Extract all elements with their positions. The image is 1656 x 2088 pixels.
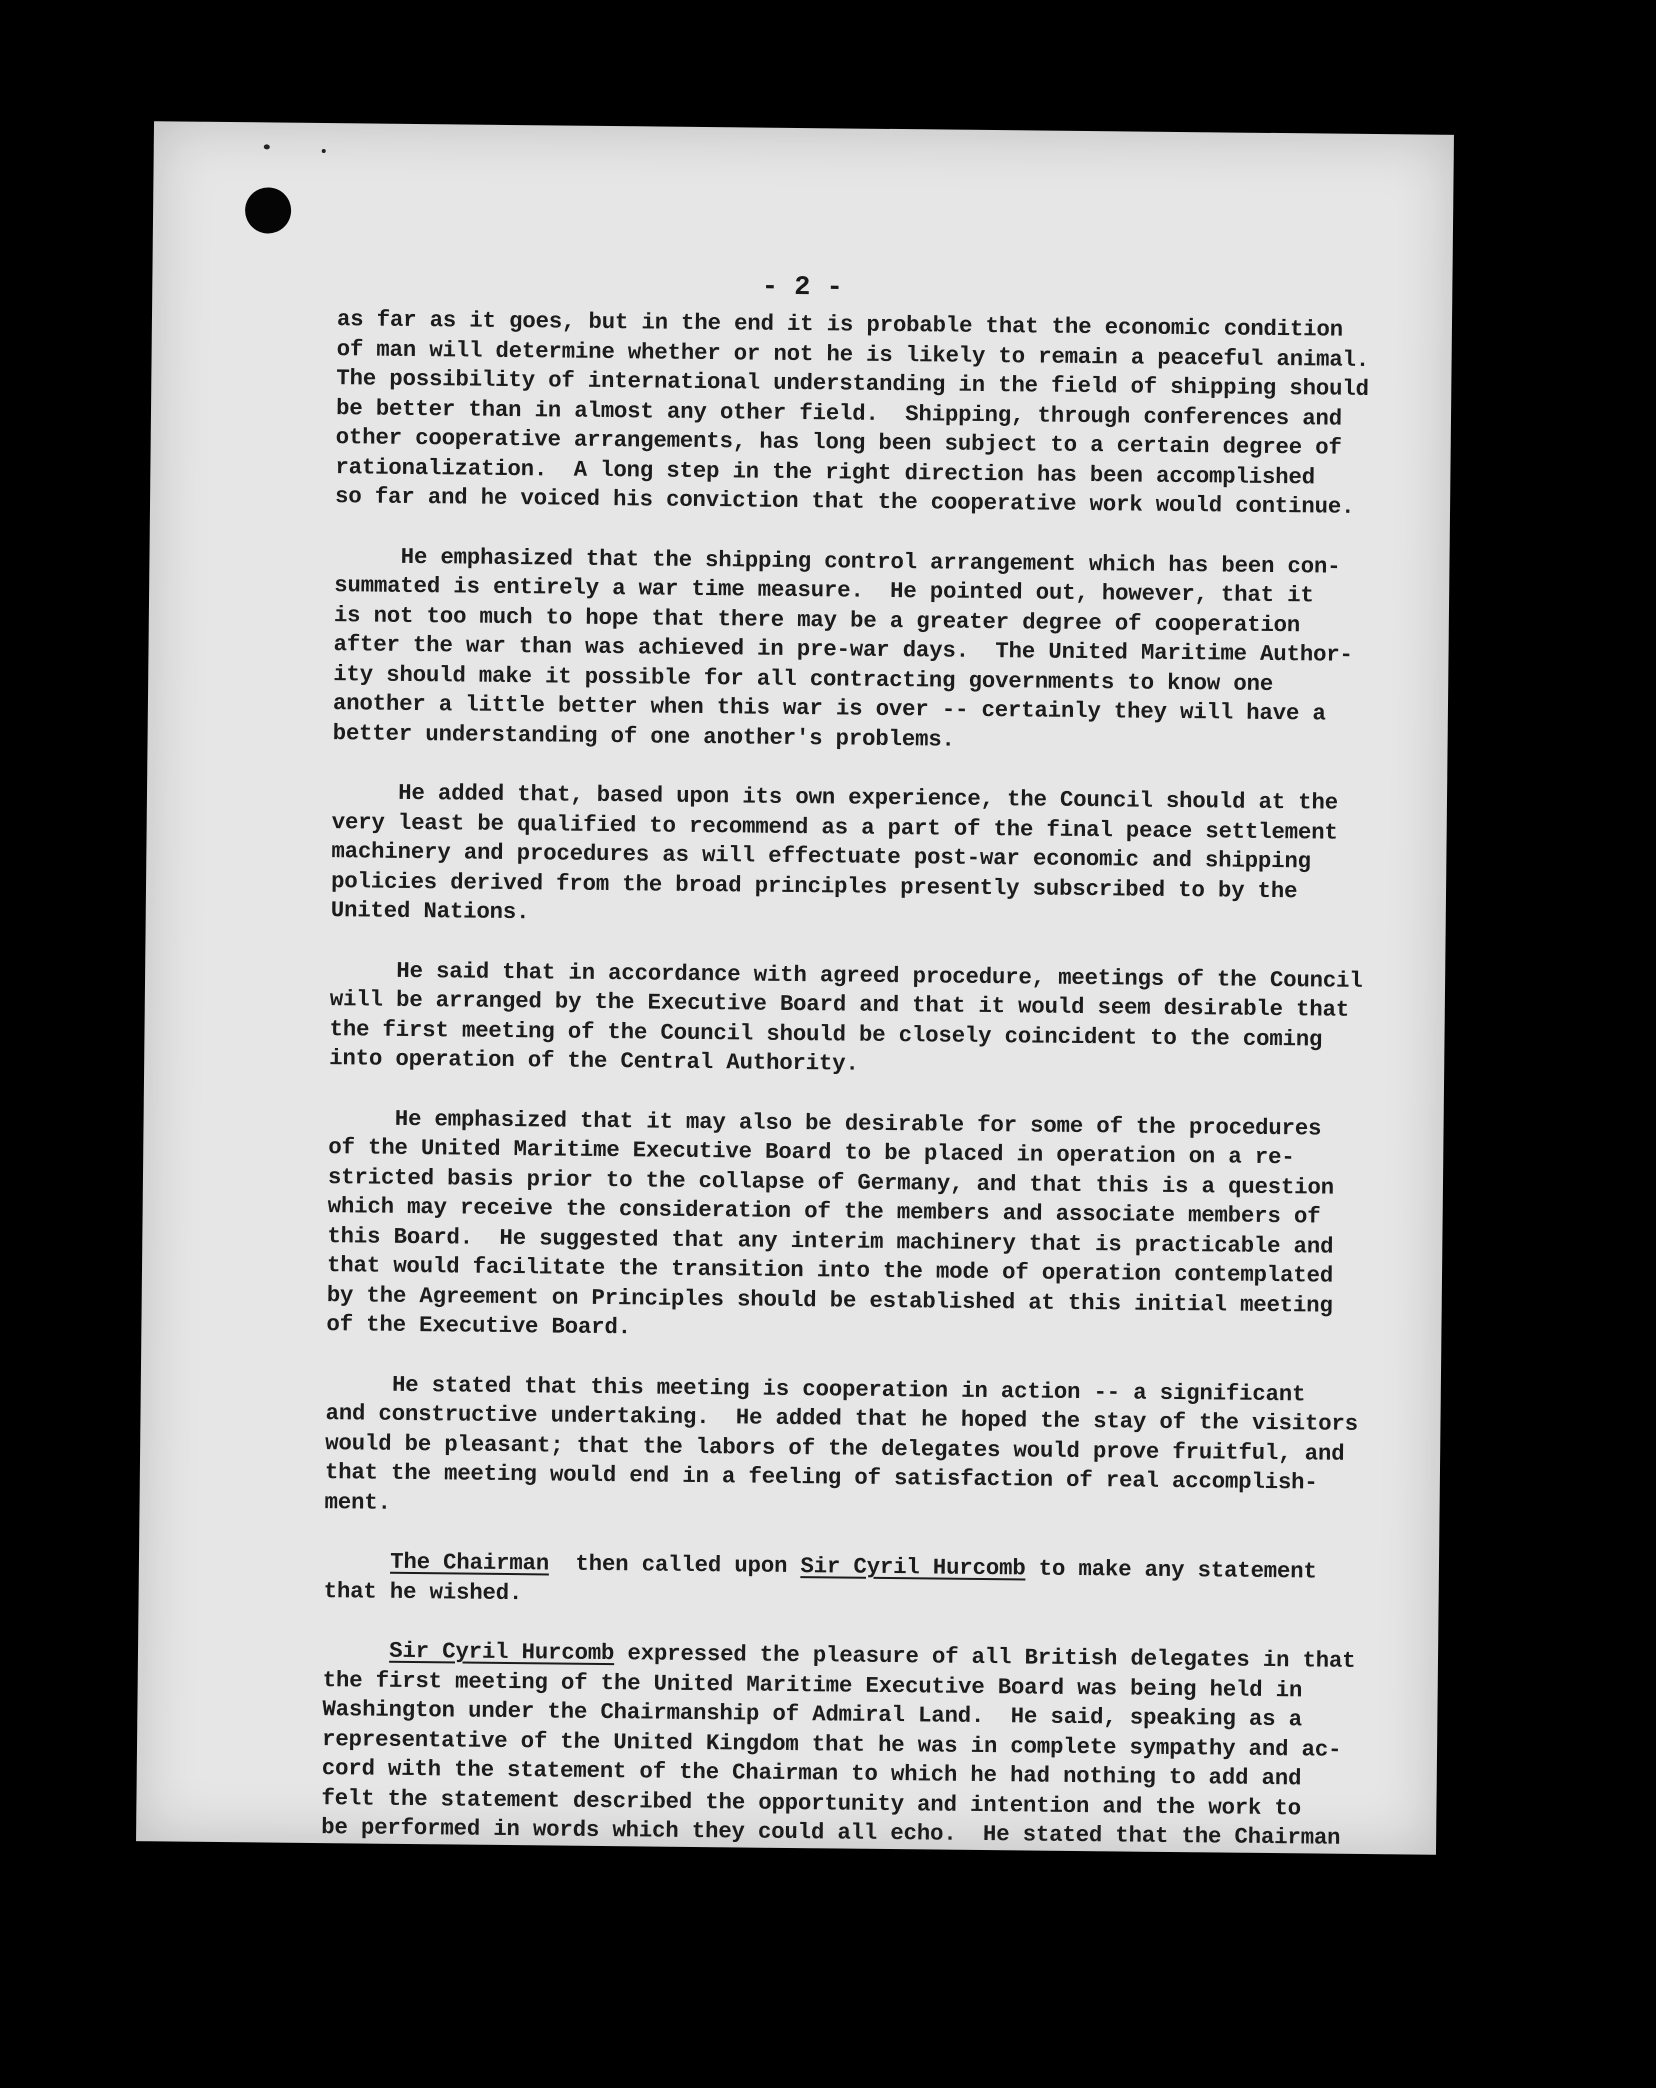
- text-line: better understanding of one another's problems.: [332, 719, 955, 753]
- text-line: stricted basis prior to the collapse of Germany, and that this is a question: [327, 1163, 1335, 1201]
- paragraph-4: [329, 956, 1415, 1085]
- text-line: by the Agreement on Principles should be established at this initial meeting: [326, 1281, 1333, 1319]
- paragraph-5: [326, 1104, 1413, 1351]
- document-body: [321, 305, 1422, 1884]
- text-segment: to make any statement: [1025, 1555, 1317, 1585]
- text-line: another a little better when this war is over -- certainly they will have a: [332, 690, 1326, 727]
- text-line: representative of the United Kingdom that he was in complete sympathy and ac-: [321, 1725, 1342, 1763]
- text-line: felt the statement described the opportunity and intention and the work to: [321, 1784, 1302, 1821]
- paragraph-2: [332, 542, 1419, 760]
- text-line: the first meeting of the United Maritime Executive Board was being held in: [322, 1666, 1303, 1703]
- text-line: of the United Maritime Executive Board to be placed in operation on a re-: [328, 1134, 1295, 1171]
- text-line: policies derived from the broad principles presently subscribed to by the: [330, 867, 1298, 904]
- text-line: that would facilitate the transition into the mode of operation contemplated: [326, 1252, 1334, 1289]
- text-line: as far as it goes, but in the end it is probable that the economic condition: [336, 306, 1344, 343]
- text-line: cord with the statement of the Chairman to which he had nothing to add and: [321, 1755, 1302, 1792]
- text-line: He emphasized that it may also be desirable for some of the procedures: [328, 1104, 1322, 1142]
- text-segment: then called upon: [548, 1550, 801, 1580]
- paragraph-3: [331, 778, 1417, 937]
- paragraph-1: [335, 305, 1422, 523]
- text-line: of the Executive Board.: [326, 1311, 632, 1341]
- text-line: He said that in accordance with agreed procedure, meetings of the Council: [330, 956, 1363, 994]
- text-line: would be pleasant; that the labors of the delegates would prove fruitful, and: [325, 1429, 1345, 1467]
- text-line: will be arranged by the Executive Board and that it would seem desirable that: [329, 986, 1350, 1023]
- speaker-name-hurcomb: Sir Cyril Hurcomb: [800, 1553, 1026, 1582]
- text-line: ity should make it possible for all contracting governments to know one: [333, 660, 1274, 697]
- text-line: The possibility of international understanding in the field of shipping should: [336, 365, 1369, 402]
- text-line: summated is entirely a war time measure. He pointed out, however, that it: [334, 572, 1314, 609]
- text-line: of man will determine whether or not he is likely to remain a peaceful animal.: [336, 335, 1370, 373]
- page-number: - 2 -: [761, 272, 843, 304]
- text-line: that the meeting would end in a feeling of satisfaction of real accomplish-: [324, 1459, 1318, 1496]
- text-line: Washington under the Chairmanship of Admiral Land. He said, speaking as a: [322, 1696, 1303, 1733]
- text-line: ment.: [324, 1488, 391, 1516]
- text-line: which may receive the consideration of the members and associate members of: [327, 1193, 1321, 1230]
- text-line: that he wished.: [323, 1577, 523, 1606]
- text-line: into operation of the Central Authority.: [329, 1045, 859, 1077]
- text-line: be performed in words which they could all echo. He stated that the Chairman: [321, 1814, 1341, 1851]
- text-line: be better than in almost any other field. Shipping, through conferences and: [335, 394, 1343, 432]
- punch-hole: [245, 187, 291, 233]
- text-line: so far and he voiced his conviction that the cooperative work would continue.: [334, 483, 1355, 520]
- speck: [322, 149, 326, 153]
- text-line: the first meeting of the Council should be closely coincident to the coming: [329, 1015, 1323, 1053]
- text-line: He added that, based upon its own experience, the Council should at the: [331, 779, 1339, 816]
- text-line: this Board. He suggested that any interim machinery that is practicable and: [327, 1222, 1334, 1260]
- text-line: machinery and procedures as will effectuate post-war economic and shipping: [331, 838, 1312, 875]
- indent: [324, 1548, 390, 1575]
- paragraph-6: [324, 1370, 1410, 1529]
- speaker-name-chairman: The Chairman: [390, 1548, 550, 1577]
- speaker-name-hurcomb: Sir Cyril Hurcomb: [389, 1637, 615, 1667]
- text-line: rationalization. A long step in the right direction has been accomplished: [335, 453, 1316, 490]
- paragraph-hurcomb: [321, 1636, 1408, 1854]
- indent: [323, 1637, 389, 1664]
- text-line: is not too much to hope that there may be a greater degree of cooperation: [333, 601, 1301, 638]
- text-line: very least be qualified to recommend as a part of the final peace settlement: [331, 808, 1338, 846]
- paragraph-chairman: [324, 1547, 1410, 1617]
- text-line: United Nations.: [330, 897, 530, 926]
- text-line: other cooperative arrangements, has long been subject to a certain degree of: [335, 424, 1342, 461]
- text-line: He stated that this meeting is cooperation in action -- a significant: [325, 1370, 1306, 1407]
- text-line: after the war than was achieved in pre-war days. The United Maritime Author-: [333, 631, 1353, 668]
- speck: [264, 144, 270, 149]
- document-page: [136, 121, 1454, 1855]
- text-segment: expressed the pleasure of all British delegates in that: [614, 1640, 1356, 1674]
- text-line: and constructive undertaking. He added that he hoped the stay of the visitors: [325, 1400, 1359, 1437]
- text-line: He emphasized that the shipping control arrangement which has been con-: [334, 542, 1341, 580]
